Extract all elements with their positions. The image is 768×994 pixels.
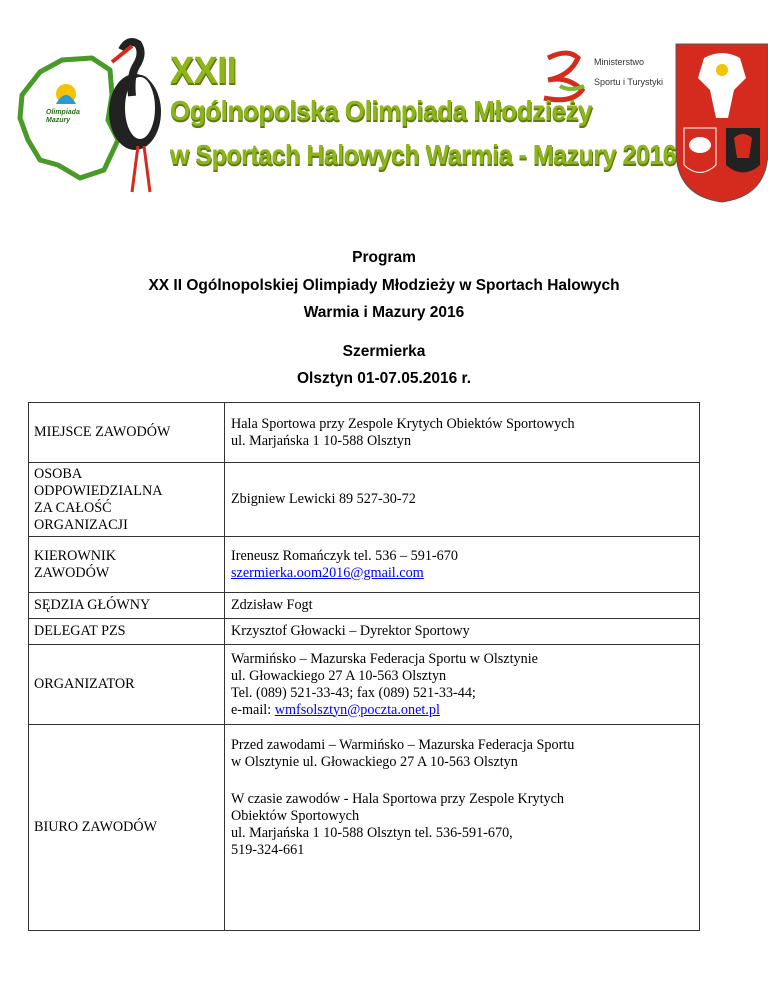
label-line: OSOBA [34,465,83,482]
value-line: ul. Marjańska 1 10-588 Olsztyn [231,432,412,449]
stork-icon [109,42,161,192]
table-row [29,593,700,619]
value-line: Obiektów Sportowych [231,808,360,824]
label-line: ZAWODÓW [34,564,110,581]
value-biuro [225,725,700,931]
heading-line-1: Ogólnopolska Olimpiada Młodzieży [170,95,593,126]
value-miejsce [225,403,700,463]
biuro-before [231,737,695,771]
title-discipline: Szermierka [342,343,426,360]
kierownik-email-link[interactable]: szermierka.oom2016@gmail.com [231,564,424,581]
value-line: Przed zawodami – Warmińsko – Mazurska Federacja Sportu [231,737,575,753]
label-sedzia: SĘDZIA GŁÓWNY [29,593,225,619]
biuro-during [231,791,695,859]
value-line: ul. Marjańska 1 10-588 Olsztyn tel. 536-591-670, [231,825,513,841]
header-banner [0,0,768,210]
label-line: ORGANIZACJI [34,516,128,533]
title-place-date: Olsztyn 01-07.05.2016 r. [296,370,472,387]
value-delegat: Krzysztof Głowacki – Dyrektor Sportowy [225,619,700,645]
ministry-line-1: Ministerstwo [594,57,645,67]
title-event: XX II Ogólnopolskiej Olimpiady Młodzieży w Sportach Halowych [148,277,620,294]
label-miejsce: MIEJSCE ZAWODÓW [29,403,225,463]
value-organizator [225,645,700,725]
table-row [29,645,700,725]
ministry-line-2: Sportu i Turystyki [594,77,664,87]
title-region: Warmia i Mazury 2016 [303,304,465,321]
organizator-email-link[interactable]: wmfsolsztyn@poczta.onet.pl [274,701,440,718]
value-kierownik [225,537,700,593]
heading-roman: XXII [170,50,237,92]
table-row [29,619,700,645]
table-row [29,725,700,931]
value-line: 519-324-661 [231,842,305,858]
info-table [28,402,700,931]
email-prefix: e-mail: [231,701,275,718]
value-line [231,702,695,719]
heading-line-2: w Sportach Halowych Warmia - Mazury 2016 [170,139,677,170]
value-line: Tel. (089) 521-33-43; fax (089) 521-33-44; [231,684,476,701]
label-kierownik [29,537,225,593]
value-line: W czasie zawodów - Hala Sportowa przy Zespole Krytych [231,791,565,807]
title-program: Program [352,249,416,266]
value-sedzia: Zdzisław Fogt [225,593,700,619]
table-row [29,403,700,463]
value-line: Hala Sportowa przy Zespole Krytych Obiektów Sportowych [231,415,575,432]
ministry-logo-text [594,52,663,92]
logo-text-line-2: Mazury [46,117,71,124]
label-organizator: ORGANIZATOR [29,645,225,725]
label-line: ZA CAŁOŚĆ [34,499,112,516]
label-biuro: BIURO ZAWODÓW [29,725,225,931]
label-line: ODPOWIEDZIALNA [34,482,163,499]
value-line: w Olsztynie ul. Głowackiego 27 A 10-563 Olsztyn [231,754,518,770]
table-row [29,463,700,537]
value-line: Warmińsko – Mazurska Federacja Sportu w Olsztynie [231,650,538,667]
region-logo-text [46,109,80,125]
ministry-swoosh-icon [544,53,582,100]
value-osoba: Zbigniew Lewicki 89 527-30-72 [225,463,700,537]
coat-of-arms-icon [676,44,768,202]
logo-text-line-1: Olimpiada [46,109,80,116]
value-line: Ireneusz Romańczyk tel. 536 – 591-670 [231,547,458,564]
label-osoba [29,463,225,537]
value-line: ul. Głowackiego 27 A 10-563 Olsztyn [231,667,447,684]
label-delegat: DELEGAT PZS [29,619,225,645]
label-line: KIEROWNIK [34,547,116,564]
table-row [29,537,700,593]
